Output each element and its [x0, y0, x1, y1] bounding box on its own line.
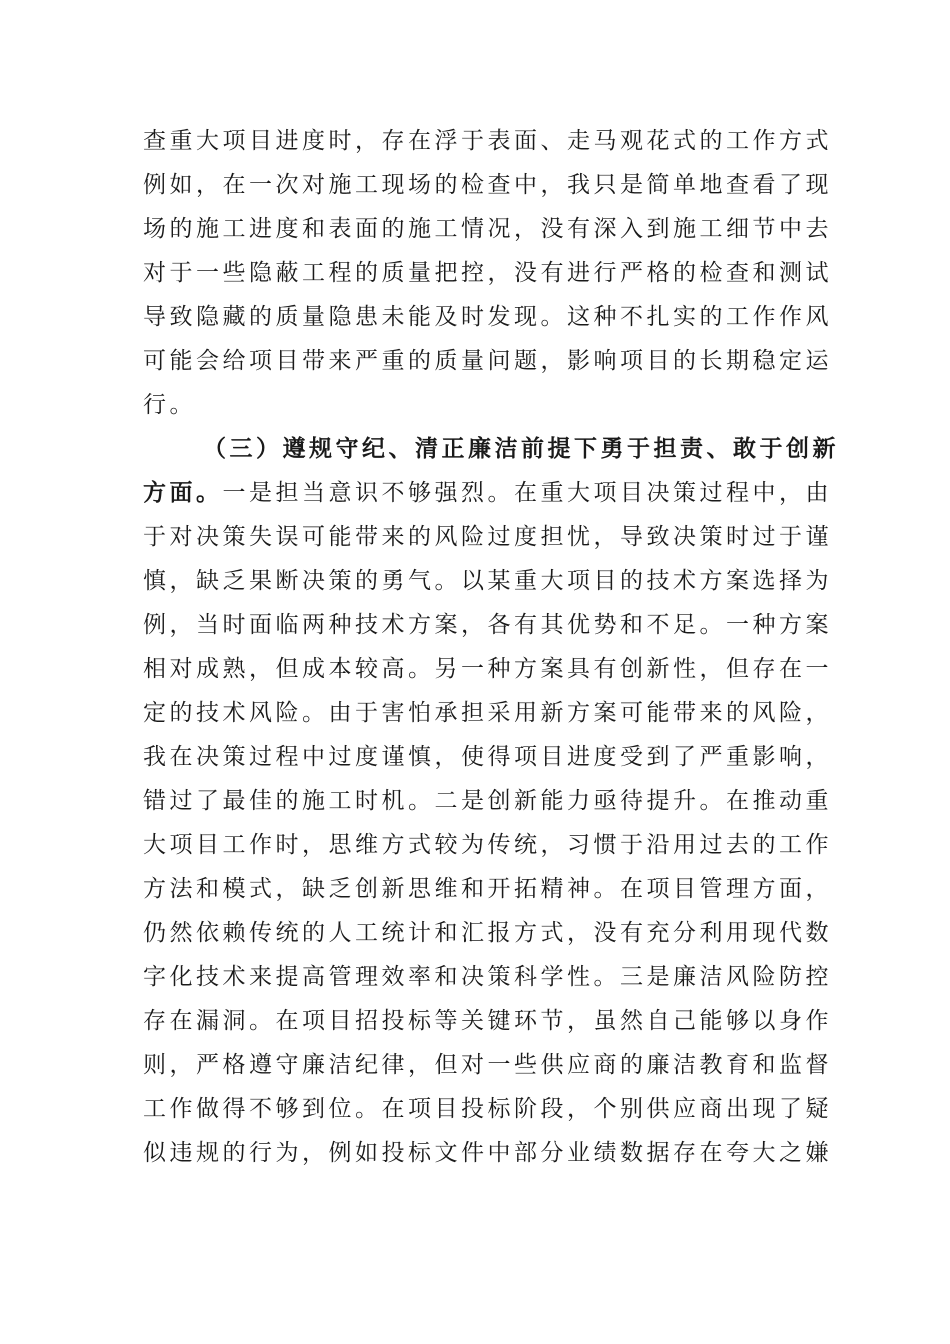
text-line: 则，严格遵守廉洁纪律，但对一些供应商的廉洁教育和监督 — [143, 1052, 832, 1078]
text-line: 工作做得不够到位。在项目投标阶段，个别供应商出现了疑 — [143, 1096, 832, 1122]
text-line: 可能会给项目带来严重的质量问题，影响项目的长期稳定运 — [143, 348, 832, 374]
text-line: 大项目工作时，思维方式较为传统，习惯于沿用过去的工作 — [143, 832, 832, 858]
text-line-content: 一是担当意识不够强烈。在重大项目决策过程中，由 — [222, 480, 832, 506]
text-line: 对于一些隐蔽工程的质量把控，没有进行严格的检查和测试 — [143, 260, 832, 286]
body-text — [143, 119, 839, 1219]
text-line: 查重大项目进度时，存在浮于表面、走马观花式的工作方式 — [143, 128, 832, 154]
text-line: 错过了最佳的施工时机。二是创新能力亟待提升。在推动重 — [143, 788, 832, 814]
text-line: 导致隐藏的质量隐患未能及时发现。这种不扎实的工作作风 — [143, 304, 832, 330]
text-line: 存在漏洞。在项目招投标等关键环节，虽然自己能够以身作 — [143, 1008, 832, 1034]
text-line: 例如，在一次对施工现场的检查中，我只是简单地查看了现 — [143, 172, 832, 198]
text-line: 慎，缺乏果断决策的勇气。以某重大项目的技术方案选择为 — [143, 568, 832, 594]
text-line: 字化技术来提高管理效率和决策科学性。三是廉洁风险防控 — [143, 964, 832, 990]
text-line: 相对成熟，但成本较高。另一种方案具有创新性，但存在一 — [143, 656, 832, 682]
text-line: 仍然依赖传统的人工统计和汇报方式，没有充分利用现代数 — [143, 920, 832, 946]
text-line: 定的技术风险。由于害怕承担采用新方案可能带来的风险， — [143, 700, 832, 726]
text-line: 于对决策失误可能带来的风险过度担忧，导致决策时过于谨 — [143, 524, 832, 550]
text-line: 例，当时面临两种技术方案，各有其优势和不足。一种方案 — [143, 612, 832, 638]
text-line: 似违规的行为，例如投标文件中部分业绩数据存在夸大之嫌 — [143, 1140, 832, 1166]
text-line: 行。 — [143, 392, 196, 418]
section-heading: （三）遵规守纪、清正廉洁前提下勇于担责、敢于创新 — [203, 435, 839, 462]
text-line — [143, 1175, 813, 1219]
text-line: 我在决策过程中过度谨慎，使得项目进度受到了严重影响， — [143, 744, 832, 770]
text-line: 场的施工进度和表面的施工情况，没有深入到施工细节中去 — [143, 216, 832, 242]
section-heading-continued: 方面。 — [143, 479, 223, 506]
text-line — [143, 471, 832, 515]
text-line: 方法和模式，缺乏创新思维和开拓精神。在项目管理方面， — [143, 876, 832, 902]
